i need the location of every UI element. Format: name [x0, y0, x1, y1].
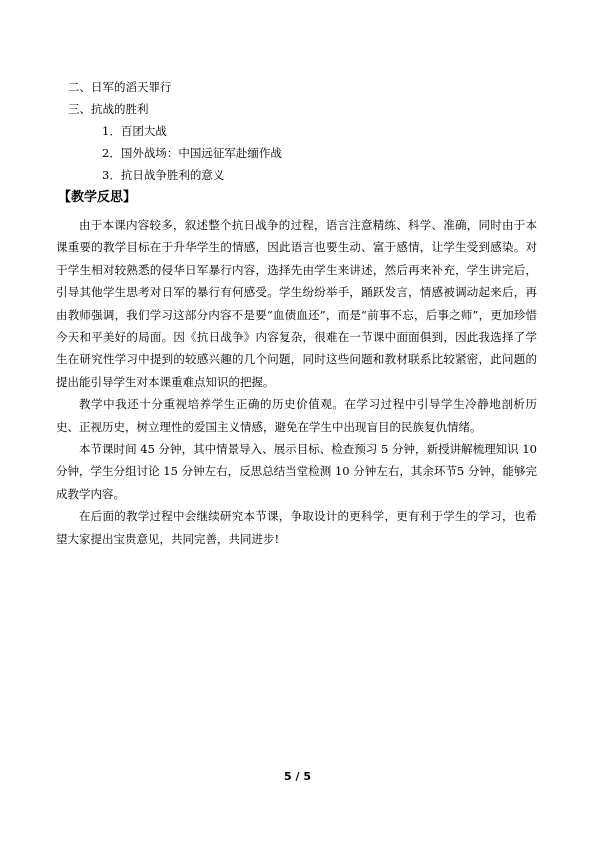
reflection-paragraph: 本节课时间 45 分钟，其中情景导入、展示目标、检查预习 5 分钟，新授讲解梳理知识 10 分钟，学生分组讨论 15 分钟左右，反思总结当堂检测 10 分钟左右，其余环节5 分钟，能够完成教学内容。	[56, 442, 537, 501]
reflection-heading: 【教学反思】	[58, 190, 137, 205]
outline-item: 1．百团大战	[102, 124, 167, 138]
reflection-paragraph: 由于本课内容较多，叙述整个抗日战争的过程，语言注意精练、科学、准确，同时由于本课重要的教学目标在于升华学生的情感，因此语言也要生动、富于感情，让学生受到感染。对于学生相对较熟悉的侵华日军暴行内容，选择先由学生来讲述，然后再来补充，学生讲完后，引导其他学生思考对日军的暴行有何感受。学生纷纷举手，踊跃发言，情感被调动起来后，再由教师强调，我们学习这部分内容不是要“血债血还”，而是“前事不忘，后事之师”，更加珍惜今天和平美好的局面。因《抗日战争》内容复杂，很难在一节课中面面俱到，因此我选择了学生在研究性学习中提到的较感兴趣的几个问题，同时这些问题和教材联系比较紧密，此问题的提出能引导学生对本课重难点知识的把握。	[56, 218, 537, 389]
page-number: 5 / 5	[284, 770, 311, 783]
reflection-body	[56, 214, 537, 550]
outline-section-3: 三、抗战的胜利	[68, 102, 149, 116]
outline-item: 3．抗日战争胜利的意义	[102, 168, 225, 182]
outline-item: 2．国外战场：中国远征军赴缅作战	[102, 146, 282, 160]
lesson-outline	[68, 76, 538, 186]
outline-section-2: 二、日军的滔天罪行	[68, 80, 172, 94]
reflection-paragraph: 在后面的教学过程中会继续研究本节课，争取设计的更科学，更有利于学生的学习，也希望大家提出宝贵意见，共同完善，共同进步!	[56, 509, 537, 546]
reflection-paragraph: 教学中我还十分重视培养学生正确的历史价值观。在学习过程中引导学生冷静地剖析历史、正视历史，树立理性的爱国主义情感，避免在学生中出现盲目的民族复仇情绪。	[56, 397, 537, 434]
